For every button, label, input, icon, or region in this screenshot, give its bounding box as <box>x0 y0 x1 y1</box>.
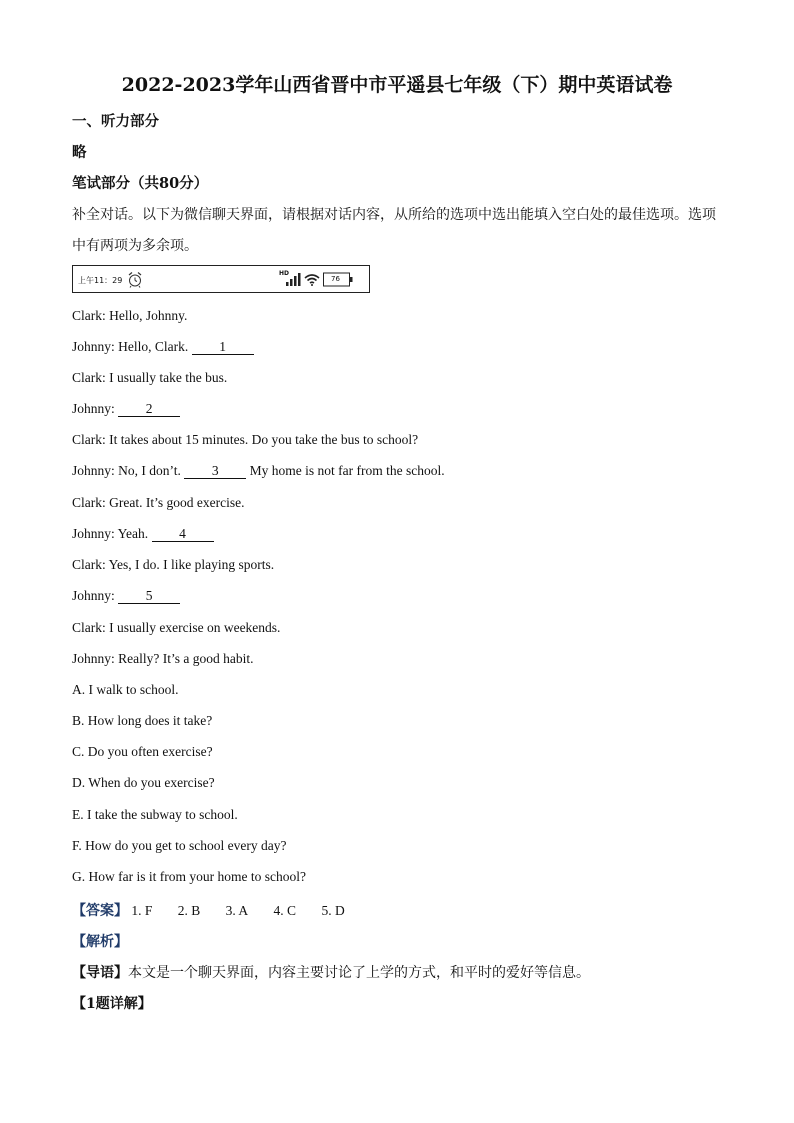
dialogue-line-1: Clark: Hello, Johnny. <box>72 308 188 323</box>
guide-label: 【导语】 <box>72 965 128 981</box>
page-title: 2022-2023学年山西省晋中市平遥县七年级（下）期中英语试卷 <box>121 74 673 96</box>
dialogue-speaker-text: Johnny: <box>72 401 119 416</box>
answer-line <box>72 900 345 920</box>
dialogue-line-9: Clark: Yes, I do. I like playing sports. <box>72 557 275 572</box>
option-a: A. I walk to school. <box>72 682 179 697</box>
answer-item: 2. B <box>177 903 201 918</box>
signal-icon <box>285 272 301 286</box>
status-time: 上午11：29 <box>78 276 123 285</box>
dialogue-speaker-text: Johnny: No, I don’t. <box>72 463 185 478</box>
answer-blank-5: 5 <box>118 589 180 604</box>
dialogue-line-10 <box>72 588 180 604</box>
answer-item: 1. F <box>131 903 153 918</box>
option-b: B. How long does it take? <box>72 713 213 728</box>
answer-item: 4. C <box>273 903 297 918</box>
answer-blank-4: 4 <box>152 527 214 542</box>
dialogue-line-8 <box>72 526 214 542</box>
answer-blank-3: 3 <box>184 464 246 479</box>
dialogue-speaker-text: Johnny: Hello, Clark. <box>72 339 192 354</box>
instruction-line-1: 补全对话。以下为微信聊天界面，请根据对话内容，从所给的选项中选出能填入空白处的最佳选项。选项 <box>72 207 716 223</box>
section1-note: 略 <box>72 144 87 161</box>
dialogue-line-12: Johnny: Really? It’s a good habit. <box>72 651 254 666</box>
dialogue-line-11: Clark: I usually exercise on weekends. <box>72 620 281 635</box>
wifi-icon <box>304 273 320 286</box>
dialogue-line-5: Clark: It takes about 15 minutes. Do you take the bus to school? <box>72 432 419 447</box>
option-c: C. Do you often exercise? <box>72 744 213 759</box>
answer-label: 【答案】 <box>72 904 128 919</box>
option-d: D. When do you exercise? <box>72 775 215 790</box>
dialogue-speaker-text: Johnny: <box>72 588 119 603</box>
dialogue-continuation-text: My home is not far from the school. <box>246 463 445 478</box>
guide-text: 本文是一个聊天界面，内容主要讨论了上学的方式，和平时的爱好等信息。 <box>128 965 590 981</box>
dialogue-line-6 <box>72 463 445 479</box>
guide-line <box>72 962 590 982</box>
dialogue-line-3: Clark: I usually take the bus. <box>72 370 228 385</box>
dialogue-line-7: Clark: Great. It’s good exercise. <box>72 495 245 510</box>
detail-label: 【1题详解】 <box>72 996 152 1012</box>
option-f: F. How do you get to school every day? <box>72 838 287 853</box>
alarm-clock-icon <box>127 271 143 288</box>
instruction-line-2: 中有两项为多余项。 <box>72 238 198 254</box>
option-e: E. I take the subway to school. <box>72 807 238 822</box>
answer-blank-1: 1 <box>192 340 254 355</box>
answer-item: 5. D <box>321 903 345 918</box>
section1-heading: 一、听力部分 <box>72 113 159 130</box>
option-g: G. How far is it from your home to school? <box>72 869 306 884</box>
network-label: HD <box>279 270 290 277</box>
section2-heading: 笔试部分（共80分） <box>72 175 209 192</box>
chat-status-bar <box>72 265 370 293</box>
dialogue-line-2 <box>72 339 254 355</box>
analysis-label: 【解析】 <box>72 934 128 950</box>
battery-level: 76 <box>331 275 340 283</box>
dialogue-speaker-text: Johnny: Yeah. <box>72 526 152 541</box>
answer-blank-2: 2 <box>118 402 180 417</box>
dialogue-line-4 <box>72 401 180 417</box>
answer-item: 3. A <box>225 903 249 918</box>
